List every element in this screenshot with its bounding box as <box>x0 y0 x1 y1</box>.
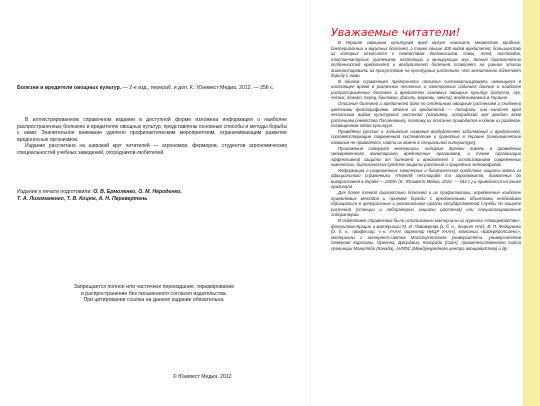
annotation <box>17 117 287 156</box>
right-page <box>313 0 540 406</box>
prepared-names-line-2: Т. А. Лихоманенко, Т. В. Коцюк, А. Н. Перевертень <box>17 195 148 202</box>
annotation-paragraph: Издание рассчитано на широкий круг читателей — агрономов, фермеров, студентов агрономических специальностей учебных заведений, огородников-любителей. <box>17 143 287 156</box>
margin-strip <box>523 0 540 406</box>
page-gutter <box>310 0 311 406</box>
prepared-label: Издание к печати подготовили: <box>17 189 94 195</box>
foreword-paragraph: Описание болезней и вредителей дано по отдельным овощным растениям и снабжено цветными фотографиями. Многие из вредителей — полифаги, они наносят вред нескольким видам культурных растений (например, колорадский жук вредит всем растениям семейства Пасленовые), поэтому их описание приводится в одном из разделов, посвященном одной культуре. <box>331 101 521 129</box>
foreword-title: Уважаемые читатели! <box>331 26 461 39</box>
foreword-paragraph: В данном справочнике предпринята попытка систематизировать имеющиеся в настоящее время в различных печатных и электронных изданиях данные о наиболее распространенных болезнях и вредителях основных овощных культур (капуста, лук, чеснок, томат, перец, баклажан, фасоль, морковь, свекла), возделываемых в Украине. <box>331 78 521 101</box>
foreword-paragraph: Для более точной диагностики болезней и их профилактики, определения наиболее приемлемых методов и приемов борьбы с вредоносными объектами необходимо обращаться в центральные и региональные органы государственной службы по защите растений (станции и лаборатории защиты растений) или специализированные лаборатории. <box>331 190 521 218</box>
publisher-copyright: © Юнивест Медиа, 2012 <box>173 374 232 380</box>
copyright-line: При цитировании ссылка на данное издание обязательна. <box>83 297 225 304</box>
foreword-paragraph: В подготовке справочника были использованы материалы из журнала «Овощеводство», фотоиллюстрации и материалы М. И. Пивоварова (к. б. н., доцент НАУ), В. П. Федоренко (д. б. н., профессор, ч.-к. УААН, директор НИЦР УААН), компании «БайерКропСаенс», материалы с интернет-сайтов Массачусетского университета, университетов Северной Каролины, Орегона, Джорджии, Колорадо (США), правительственного сайта провинции Манитоба (Канада), AVRDC (Международного центра овощеводства) и др. <box>331 218 521 251</box>
foreword-text <box>331 40 521 251</box>
prepared-by <box>17 189 287 202</box>
copyright-line: и распространение без письменного согласия издательства. <box>80 290 228 297</box>
bibliographic-record <box>17 85 287 92</box>
copyright-line: Запрещается полное или частичное переиздание, тиражирование <box>73 284 235 290</box>
foreword-paragraph: Информация о разрешенных химических и биологических средствах защиты взята из официального справочника «Перелік пестицидів та агрохімікатів, дозволених до використання в Україні — 2008» (К.: Юнивест Медиа, 2010. — 544 с.) и приводится на языке оригинала. <box>331 167 521 190</box>
annotation-paragraph: В иллюстрированном справочном издании в доступной форме изложена информация о наиболее распространенных болезнях и вредителях овощных культур, представлены основные способы и методы борьбы с ними. Значительное внимание уделено профилактическим мероприятиям, ограничивающим развитие вредоносных организмов. <box>17 117 287 143</box>
foreword-paragraph: В Украине овощным культурам вред могут наносить множество грибных, бактериальных и вирусных болезней, а также свыше 300 видов вредителей, большинство из которых относится к семействам долгоносиков, совок, тлей, листоедов, пластинчатоусых, кузнечиков, настоящих и минирующих мух. Знание биологических особенностей вредителей и возбудителей болезней позволяет на ранних этапах диагностировать их присутствие на культурных растениях, что значительно облегчает борьбу с ними. <box>331 40 521 78</box>
foreword-paragraph: Приведены русские и латинские названия возбудителей заболеваний и вредителей, соответствующие современной систематике и принятые в Украине (синонимические названия не приводятся, найти их можно в специальной литературе). <box>331 128 521 145</box>
copyright-notice <box>34 284 274 304</box>
foreword-paragraph: Приложения содержат материалы, которые должны помочь в проведении своевременного мониторинга вредоносных организмов, а также организации эффективной защиты от болезней и вредителей с использованием современных химических, биологических средств защиты растений и природных энтомофагов. <box>331 145 521 168</box>
prepared-names-line-1: О. В. Ермоленко, О. М. Нероденко, <box>93 189 182 195</box>
bibliographic-details: — 2-е изд., перераб. и доп. К.: Юнивест Медиа, 2012. — 256 с. <box>121 85 275 91</box>
book-title: Болезни и вредители овощных культур. <box>17 85 122 91</box>
